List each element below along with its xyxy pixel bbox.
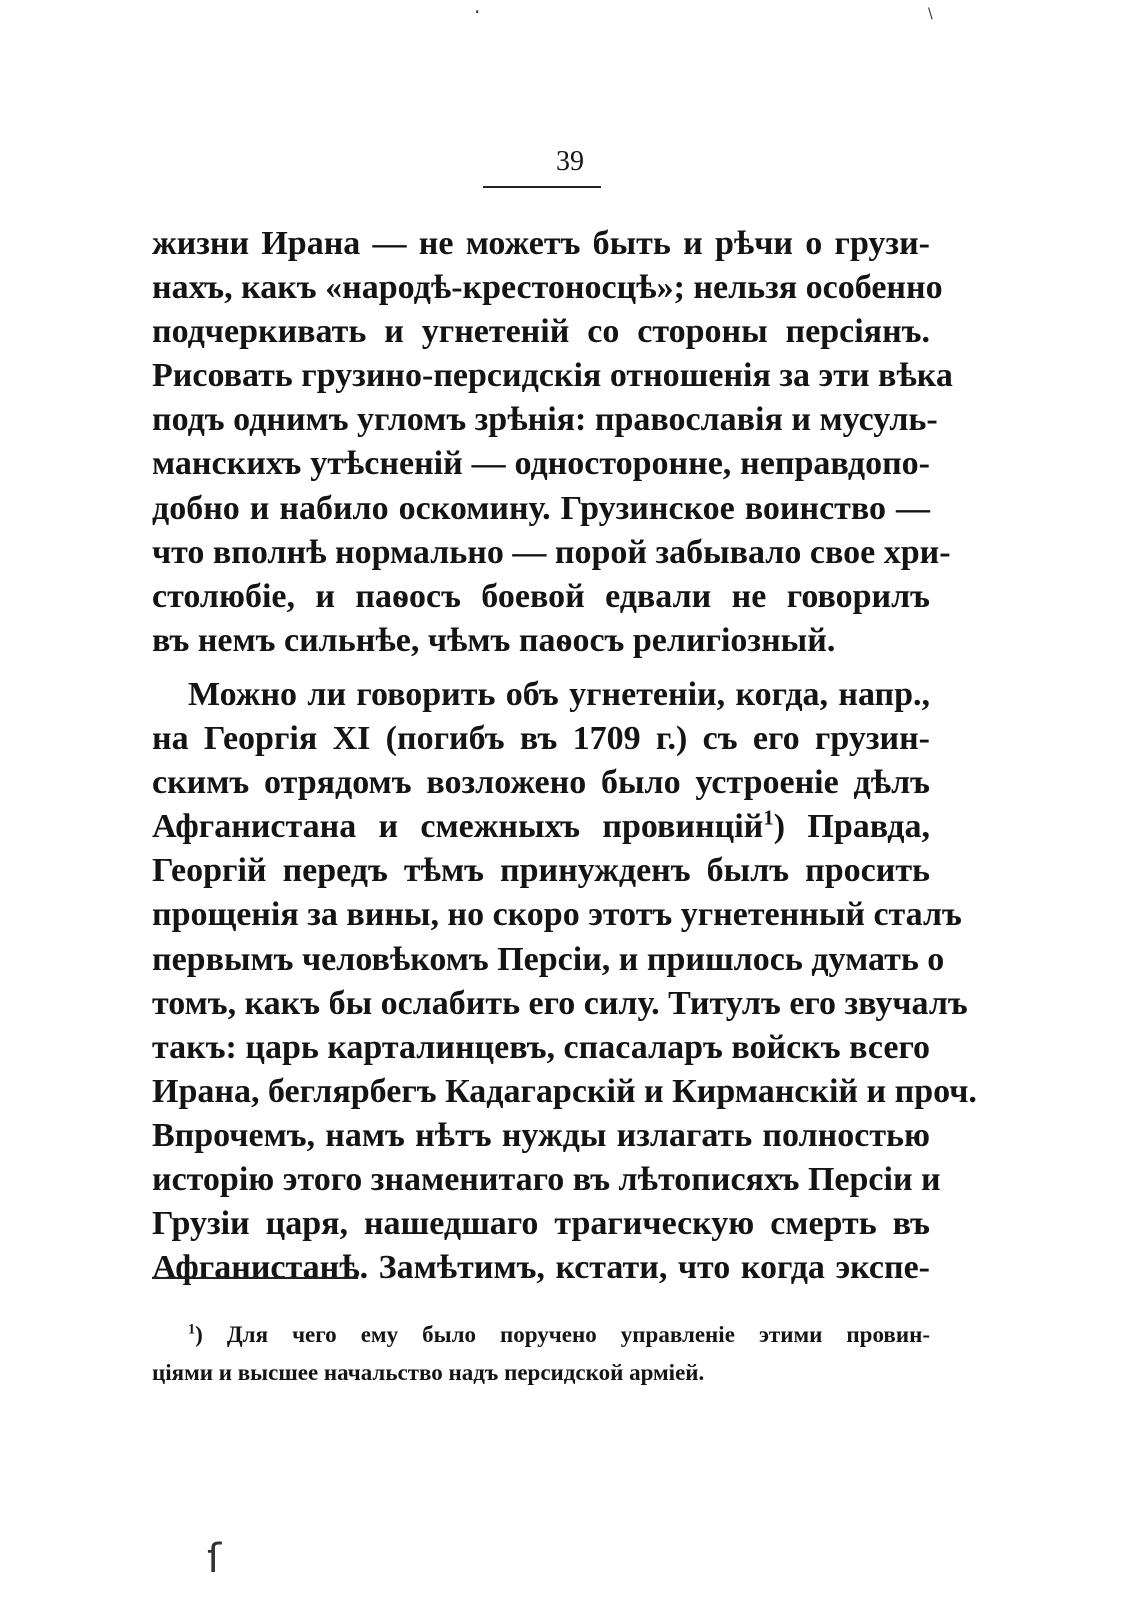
- text-line: что вполнѣ нормально — порой забывало свое хри-: [152, 533, 951, 571]
- text-line: такъ: царь карталинцевъ, спасаларъ войскъ всего: [152, 1028, 931, 1066]
- text-line: первымъ человѣкомъ Персіи, и пришлось думать о: [152, 940, 945, 978]
- text-line: подчеркивать и угнетеній со стороны персіянъ.: [152, 313, 930, 351]
- text-line: скимъ отрядомъ возложено было устроеніе дѣлъ: [152, 764, 930, 802]
- text-line-with-footnote: [152, 805, 930, 849]
- text-line: Рисовать грузино-персидскія отношенія за эти вѣка: [152, 357, 953, 395]
- scan-speck-top-right: \: [928, 6, 933, 22]
- text-line: исторію этого знаменитаго въ лѣтописяхъ Персіи и: [152, 1160, 941, 1198]
- text-line: Афганистанѣ. Замѣтимъ, кстати, что когда экспе-: [152, 1249, 930, 1287]
- main-text: [152, 222, 977, 1290]
- text-line: столюбіе, и паѳосъ боевой едвали не говорилъ: [152, 577, 930, 615]
- text-fragment: Афганистана и смежныхъ провинцій: [152, 808, 764, 846]
- scan-speck-top: ·: [474, 0, 481, 24]
- footnote-text: ) Для чего ему было поручено управленіе этими провин-: [195, 1322, 930, 1347]
- text-line: на Георгія XI (погибъ въ 1709 г.) съ его грузин-: [152, 720, 930, 758]
- text-line: Грузіи царя, нашедшаго трагическую смерть въ: [152, 1205, 930, 1243]
- scan-mark-bottom: ſ: [207, 1536, 222, 1582]
- text-line: жизни Ирана — не можетъ быть и рѣчи о грузи-: [152, 225, 930, 262]
- text-line: Впрочемъ, намъ нѣтъ нужды излагать полностью: [152, 1116, 930, 1154]
- footnote-line: [152, 1316, 930, 1354]
- footnote-marker: 1: [188, 1321, 196, 1338]
- text-line: Можно ли говорить объ угнетеніи, когда, напр.,: [188, 675, 930, 713]
- text-line: манскихъ утѣсненій — односторонне, неправдопо-: [152, 445, 930, 483]
- footnote: [152, 1316, 930, 1392]
- footnote-line: ціями и высшее начальство надъ персидской арміей.: [152, 1360, 705, 1385]
- text-line: добно и набило оскомину. Грузинское воинство —: [152, 489, 930, 527]
- text-line: прощенія за вины, но скоро этотъ угнетенный сталъ: [152, 896, 962, 934]
- text-line: въ немъ сильнѣе, чѣмъ паѳосъ религіозный.: [152, 621, 836, 659]
- footnote-reference: 1: [763, 805, 774, 830]
- text-line: подъ однимъ угломъ зрѣнія: православія и мусуль-: [152, 401, 938, 439]
- text-line: Георгій передъ тѣмъ принужденъ былъ просить: [152, 852, 930, 890]
- footnote-rule: [152, 1277, 358, 1279]
- text-line: томъ, какъ бы ослабить его силу. Титулъ его звучалъ: [152, 984, 968, 1022]
- page-number: 39: [556, 146, 584, 177]
- text-fragment: ) Правда,: [773, 808, 930, 846]
- text-line: Ирана, беглярбегъ Кадагарскій и Кирманскій и проч.: [152, 1072, 977, 1110]
- paragraph-gap: [152, 663, 930, 673]
- page-number-rule: [483, 186, 601, 188]
- text-line: нахъ, какъ «народѣ-крестоносцѣ»; нельзя особенно: [152, 269, 943, 307]
